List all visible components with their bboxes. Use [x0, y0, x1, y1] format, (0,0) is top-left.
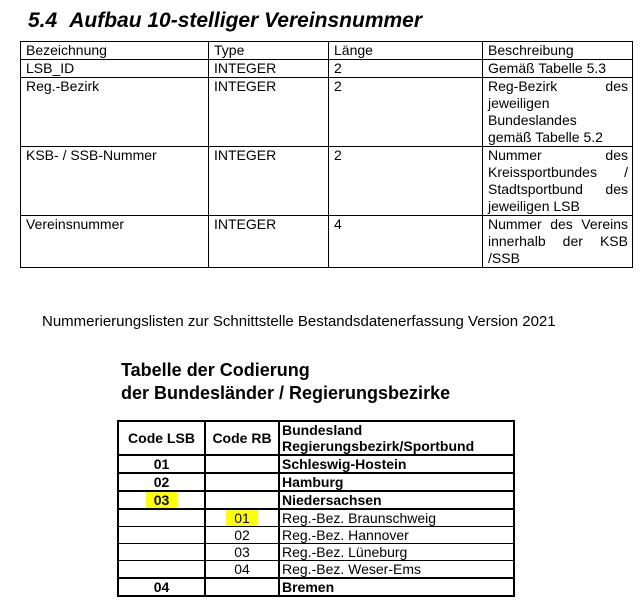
table-row — [118, 578, 514, 596]
field-description — [483, 216, 633, 268]
header-description — [279, 421, 514, 455]
title-line: Tabelle der Codierung — [121, 360, 310, 380]
table-row — [118, 544, 514, 561]
table-header-row — [21, 42, 633, 60]
title-line: der Bundesländer / Regierungsbezirke — [121, 383, 451, 403]
table-row — [118, 509, 514, 527]
header-cell: Bezeichnung — [21, 42, 209, 60]
description-line: jeweiligen — [488, 95, 550, 111]
field-name: Vereinsnummer — [21, 216, 209, 268]
table-header-row — [118, 421, 514, 455]
field-type: INTEGER — [209, 60, 329, 78]
description-line: Stadtsportbund des — [488, 181, 628, 197]
code-lsb: 01 — [118, 455, 205, 473]
highlighted-code: 03 — [146, 492, 178, 508]
description-line: Gemäß Tabelle 5.3 — [488, 60, 607, 76]
code-lsb — [118, 491, 205, 509]
highlighted-code: 01 — [226, 510, 258, 526]
code-rb — [205, 491, 279, 509]
code-lsb: 02 — [118, 473, 205, 491]
description-line: Bundeslandes — [488, 112, 577, 128]
field-length: 2 — [329, 78, 483, 147]
table-row — [21, 60, 633, 78]
section-title: Aufbau 10-stelliger Vereinsnummer — [69, 9, 423, 32]
code-rb — [205, 509, 279, 527]
header-cell: Beschreibung — [483, 42, 633, 60]
district-name: Reg.-Bez. Braunschweig — [279, 509, 514, 527]
section-number: 5.4 — [28, 9, 58, 32]
header-line: Regierungsbezirk/Sportbund — [282, 438, 475, 454]
header-cell: Type — [209, 42, 329, 60]
header-cell: Länge — [329, 42, 483, 60]
field-type: INTEGER — [209, 216, 329, 268]
description-line: Nummer des — [488, 147, 628, 163]
description-line: jeweiligen LSB — [488, 198, 580, 214]
state-name: Schleswig-Hostein — [279, 455, 514, 473]
document-subtitle: Nummerierungslisten zur Schnittstelle Bestandsdatenerfassung Version 2021 — [42, 313, 556, 330]
state-name: Bremen — [279, 578, 514, 596]
field-name: Reg.-Bezirk — [21, 78, 209, 147]
table-row — [118, 491, 514, 509]
field-length: 2 — [329, 60, 483, 78]
table-row — [118, 473, 514, 491]
state-code-table — [117, 420, 515, 597]
section-heading — [28, 9, 422, 33]
table-row — [21, 78, 633, 147]
field-type: INTEGER — [209, 147, 329, 216]
header-code-rb: Code RB — [205, 421, 279, 455]
code-rb — [205, 578, 279, 596]
field-description — [483, 78, 633, 147]
field-length: 2 — [329, 147, 483, 216]
table-row — [118, 561, 514, 579]
code-rb: 02 — [205, 527, 279, 544]
district-name: Reg.-Bez. Lüneburg — [279, 544, 514, 561]
field-description — [483, 60, 633, 78]
code-lsb: 04 — [118, 578, 205, 596]
code-lsb — [118, 561, 205, 579]
state-name: Niedersachsen — [279, 491, 514, 509]
code-rb: 04 — [205, 561, 279, 579]
description-line: innerhalb der KSB — [488, 233, 628, 249]
code-rb — [205, 473, 279, 491]
code-rb: 03 — [205, 544, 279, 561]
code-lsb — [118, 544, 205, 561]
table-row — [21, 216, 633, 268]
header-line: Bundesland — [282, 422, 363, 438]
description-line: gemäß Tabelle 5.2 — [488, 129, 603, 145]
table-row — [118, 455, 514, 473]
field-name: LSB_ID — [21, 60, 209, 78]
description-line: Nummer des Vereins — [488, 216, 628, 232]
field-type: INTEGER — [209, 78, 329, 147]
code-lsb — [118, 509, 205, 527]
description-line: /SSB — [488, 250, 520, 266]
field-description — [483, 147, 633, 216]
state-name: Hamburg — [279, 473, 514, 491]
code-rb — [205, 455, 279, 473]
table-row — [21, 147, 633, 216]
description-line: Reg-Bezirk des — [488, 78, 628, 94]
header-code-lsb: Code LSB — [118, 421, 205, 455]
district-name: Reg.-Bez. Hannover — [279, 527, 514, 544]
table-row — [118, 527, 514, 544]
field-name: KSB- / SSB-Nummer — [21, 147, 209, 216]
district-name: Reg.-Bez. Weser-Ems — [279, 561, 514, 579]
field-spec-table — [20, 41, 633, 268]
description-line: Kreissportbundes / — [488, 164, 628, 180]
code-table-title — [121, 359, 450, 405]
code-lsb — [118, 527, 205, 544]
field-length: 4 — [329, 216, 483, 268]
